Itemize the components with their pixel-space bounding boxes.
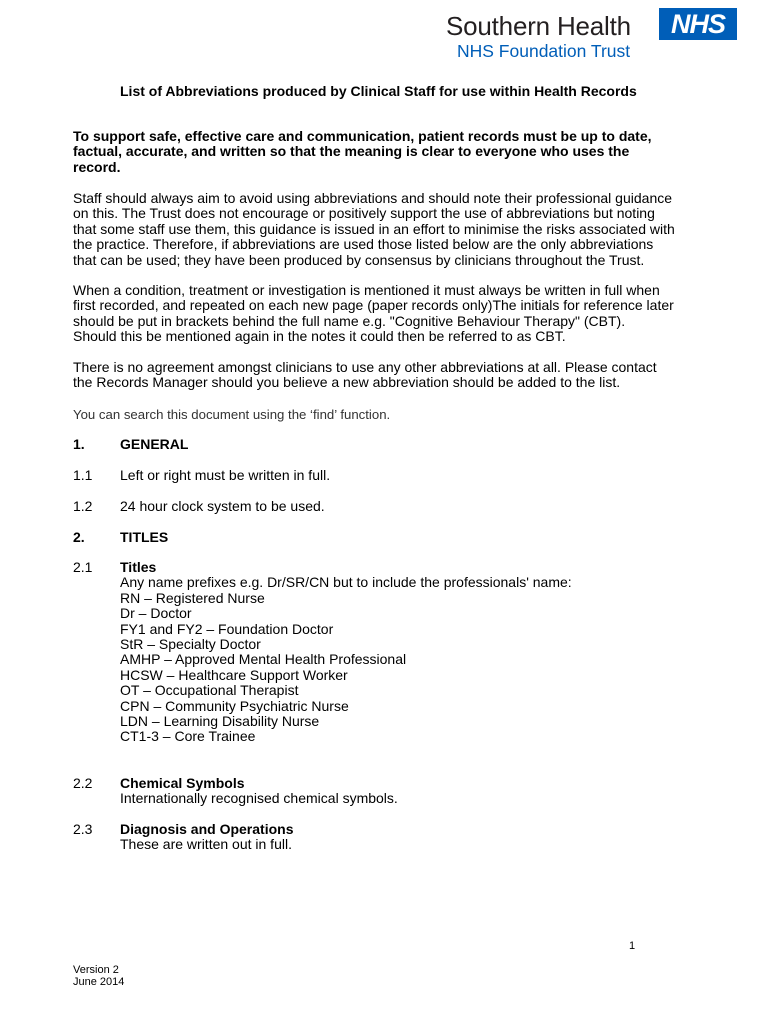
org-name: Southern Health	[446, 11, 631, 41]
title-line: StR – Specialty Doctor	[120, 636, 261, 653]
title-line: AMHP – Approved Mental Health Professional	[120, 651, 407, 668]
nhs-logo-badge: NHS	[659, 8, 737, 40]
paragraph-line: that some staff use them, this guidance is issued in an effort to minimise the risks associated with	[73, 220, 675, 237]
title-line: HCSW – Healthcare Support Worker	[120, 666, 348, 683]
chemical-symbols-block	[120, 776, 398, 807]
section-number: 2.	[73, 529, 85, 545]
paragraph-line: should be put in brackets behind the full name e.g. "Cognitive Behaviour Therapy" (CBT).	[73, 312, 626, 329]
guidance-paragraph	[73, 191, 675, 268]
intro-line: To support safe, effective care and communication, patient records must be up to date,	[73, 128, 652, 144]
rule-text: Internationally recognised chemical symbols.	[120, 790, 398, 807]
section-number: 1.	[73, 436, 85, 452]
paragraph-line: There is no agreement amongst clinicians to use any other abbreviations at all. Please contact	[73, 359, 657, 375]
diagnosis-block	[120, 822, 293, 853]
document-title: List of Abbreviations produced by Clinical Staff for use within Health Records	[120, 83, 637, 99]
paragraph-line: on this. The Trust does not encourage or positively support the use of abbreviations but noting	[73, 205, 655, 222]
title-line: CPN – Community Psychiatric Nurse	[120, 697, 349, 714]
title-line: RN – Registered Nurse	[120, 589, 265, 606]
section-number: 2.2	[73, 775, 93, 791]
intro-line: record.	[73, 158, 121, 175]
section-heading-titles: TITLES	[120, 529, 169, 545]
subsection-heading: Titles	[120, 559, 157, 575]
section-number: 2.1	[73, 559, 93, 575]
search-note: You can search this document using the ‘find’ function.	[73, 407, 391, 422]
title-line: OT – Occupational Therapist	[120, 682, 299, 699]
section-number: 1.1	[73, 467, 93, 483]
intro-line: factual, accurate, and written so that the meaning is clear to everyone who uses the	[73, 143, 630, 160]
first-mention-paragraph	[73, 283, 674, 345]
title-line: Dr – Doctor	[120, 605, 192, 622]
subsection-heading: Chemical Symbols	[120, 775, 245, 791]
title-line: CT1-3 – Core Trainee	[120, 728, 256, 745]
titles-block	[120, 560, 572, 745]
paragraph-line: Should this be mentioned again in the notes it could then be referred to as CBT.	[73, 328, 566, 345]
intro-paragraph	[73, 129, 652, 175]
section-number: 1.2	[73, 498, 93, 514]
title-line: Any name prefixes e.g. Dr/SR/CN but to include the professionals' name:	[120, 574, 572, 591]
agreement-paragraph	[73, 360, 657, 391]
rule-text: Left or right must be written in full.	[120, 467, 331, 483]
rule-text: These are written out in full.	[120, 836, 292, 853]
paragraph-line: that can be used; they have been produced by consensus by clinicians throughout the Trust.	[73, 251, 645, 268]
version-label: Version 2	[73, 964, 119, 976]
subsection-heading: Diagnosis and Operations	[120, 821, 294, 837]
page-number: 1	[629, 940, 636, 952]
paragraph-line: Staff should always aim to avoid using abbreviations and should note their professional guidance	[73, 190, 673, 206]
paragraph-line: first recorded, and repeated on each new page (paper records only)The initials for reference later	[73, 297, 674, 314]
paragraph-line: the practice. Therefore, if abbreviations are used those listed below are the only abbreviations	[73, 236, 654, 253]
paragraph-line: When a condition, treatment or investigation is mentioned it must always be written in full when	[73, 282, 660, 298]
section-heading-general: GENERAL	[120, 436, 189, 452]
title-line: LDN – Learning Disability Nurse	[120, 713, 320, 730]
title-line: FY1 and FY2 – Foundation Doctor	[120, 620, 334, 637]
date-label: June 2014	[73, 976, 125, 988]
paragraph-line: the Records Manager should you believe a new abbreviation should be added to the list.	[73, 374, 621, 391]
rule-text: 24 hour clock system to be used.	[120, 498, 325, 514]
section-number: 2.3	[73, 821, 93, 837]
trust-name: NHS Foundation Trust	[457, 41, 631, 61]
